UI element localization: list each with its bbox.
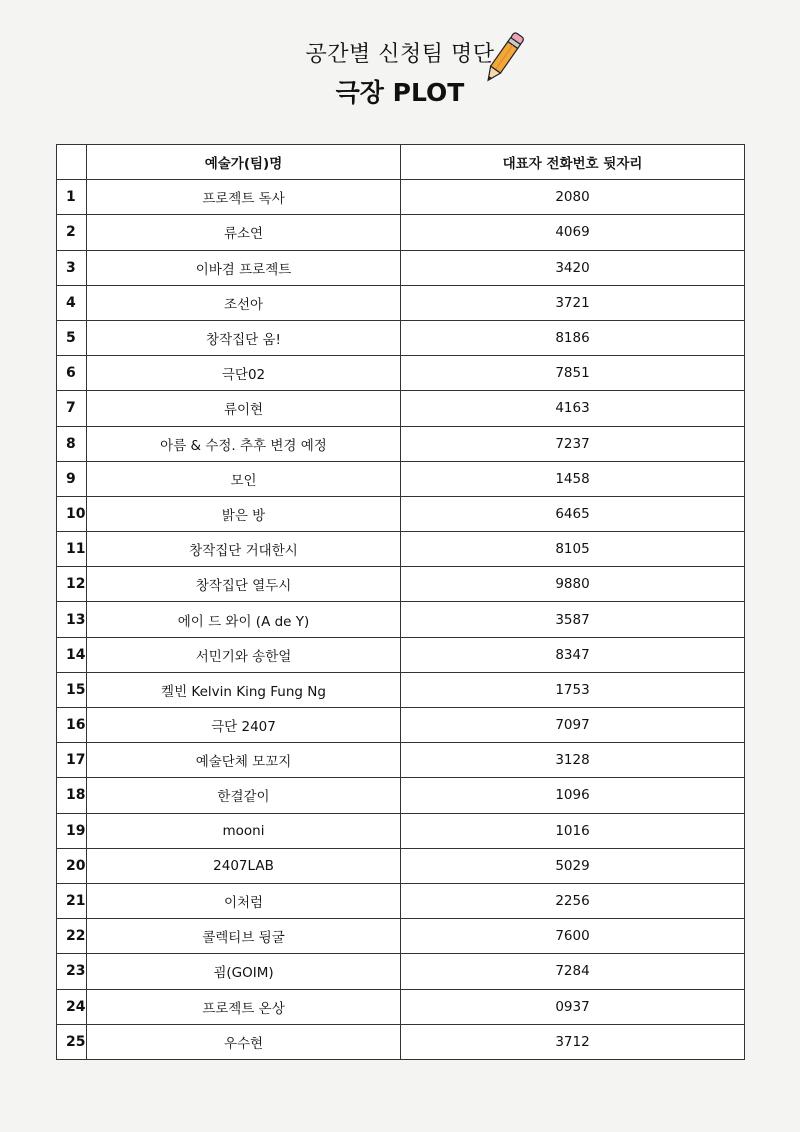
phone-suffix: 7237 [401, 426, 745, 461]
phone-suffix: 8347 [401, 637, 745, 672]
title-line-1: 공간별 신청팀 명단 [305, 42, 495, 67]
team-name: 프로젝트 독사 [87, 180, 401, 215]
table-row [57, 391, 745, 426]
phone-suffix: 1096 [401, 778, 745, 813]
table-row [57, 672, 745, 707]
table-row [57, 285, 745, 320]
phone-suffix: 4163 [401, 391, 745, 426]
table-row [57, 320, 745, 355]
phone-suffix: 9880 [401, 567, 745, 602]
phone-suffix: 4069 [401, 215, 745, 250]
table-row [57, 1024, 745, 1059]
phone-suffix: 3712 [401, 1024, 745, 1059]
table-row [57, 602, 745, 637]
row-number: 25 [57, 1024, 87, 1059]
team-name: 창작집단 움! [87, 320, 401, 355]
team-name: 창작집단 거대한시 [87, 532, 401, 567]
row-number: 23 [57, 954, 87, 989]
team-name: 우수현 [87, 1024, 401, 1059]
team-name: 창작집단 열두시 [87, 567, 401, 602]
table-row [57, 919, 745, 954]
team-name: 조선아 [87, 285, 401, 320]
row-number: 13 [57, 602, 87, 637]
phone-suffix: 1458 [401, 461, 745, 496]
table-row [57, 461, 745, 496]
team-name: 에이 드 와이 (A de Y) [87, 602, 401, 637]
phone-suffix: 2256 [401, 883, 745, 918]
phone-suffix: 0937 [401, 989, 745, 1024]
team-name: 류이현 [87, 391, 401, 426]
phone-suffix: 2080 [401, 180, 745, 215]
roster-table [56, 144, 745, 1060]
row-number: 20 [57, 848, 87, 883]
phone-suffix: 6465 [401, 496, 745, 531]
team-name: 류소연 [87, 215, 401, 250]
table-row [57, 813, 745, 848]
table-row [57, 180, 745, 215]
team-name: 굄(GOIM) [87, 954, 401, 989]
phone-suffix: 7284 [401, 954, 745, 989]
row-number: 7 [57, 391, 87, 426]
table-row [57, 778, 745, 813]
team-name: 이바겸 프로젝트 [87, 250, 401, 285]
team-name: mooni [87, 813, 401, 848]
table-body [57, 180, 745, 1060]
table-row [57, 356, 745, 391]
team-name: 프로젝트 온상 [87, 989, 401, 1024]
team-name: 극단 2407 [87, 708, 401, 743]
team-name: 예술단체 모꼬지 [87, 743, 401, 778]
row-number: 2 [57, 215, 87, 250]
team-name: 모인 [87, 461, 401, 496]
team-name: 서민기와 송한얼 [87, 637, 401, 672]
phone-suffix: 7600 [401, 919, 745, 954]
row-number: 11 [57, 532, 87, 567]
row-number: 22 [57, 919, 87, 954]
row-number: 15 [57, 672, 87, 707]
row-number: 18 [57, 778, 87, 813]
phone-suffix: 1753 [401, 672, 745, 707]
table-row [57, 708, 745, 743]
team-name: 2407LAB [87, 848, 401, 883]
table-row [57, 215, 745, 250]
page-title [0, 40, 800, 110]
table-row [57, 743, 745, 778]
header-number [57, 145, 87, 180]
table-row [57, 426, 745, 461]
row-number: 12 [57, 567, 87, 602]
team-name: 한결같이 [87, 778, 401, 813]
team-name: 콜렉티브 뒹굴 [87, 919, 401, 954]
phone-suffix: 3587 [401, 602, 745, 637]
phone-suffix: 8105 [401, 532, 745, 567]
phone-suffix: 1016 [401, 813, 745, 848]
row-number: 1 [57, 180, 87, 215]
row-number: 3 [57, 250, 87, 285]
table-row [57, 567, 745, 602]
pencil-icon [478, 28, 528, 90]
phone-suffix: 3420 [401, 250, 745, 285]
team-name: 밝은 방 [87, 496, 401, 531]
table-row [57, 250, 745, 285]
header-name: 예술가(팀)명 [87, 145, 401, 180]
row-number: 24 [57, 989, 87, 1024]
phone-suffix: 3128 [401, 743, 745, 778]
row-number: 9 [57, 461, 87, 496]
row-number: 17 [57, 743, 87, 778]
row-number: 8 [57, 426, 87, 461]
phone-suffix: 7851 [401, 356, 745, 391]
title-line-2: 극장 PLOT [335, 78, 465, 107]
phone-suffix: 8186 [401, 320, 745, 355]
team-name: 아름 & 수정. 추후 변경 예정 [87, 426, 401, 461]
team-name: 극단02 [87, 356, 401, 391]
table-row [57, 637, 745, 672]
row-number: 10 [57, 496, 87, 531]
header-phone: 대표자 전화번호 뒷자리 [401, 145, 745, 180]
table-row [57, 954, 745, 989]
row-number: 4 [57, 285, 87, 320]
row-number: 5 [57, 320, 87, 355]
team-name: 이처럼 [87, 883, 401, 918]
row-number: 14 [57, 637, 87, 672]
table-row [57, 989, 745, 1024]
table-row [57, 883, 745, 918]
row-number: 6 [57, 356, 87, 391]
phone-suffix: 3721 [401, 285, 745, 320]
table-row [57, 848, 745, 883]
row-number: 16 [57, 708, 87, 743]
row-number: 19 [57, 813, 87, 848]
table-row [57, 532, 745, 567]
table-header-row [57, 145, 745, 180]
phone-suffix: 5029 [401, 848, 745, 883]
phone-suffix: 7097 [401, 708, 745, 743]
row-number: 21 [57, 883, 87, 918]
table-row [57, 496, 745, 531]
team-name: 켈빈 Kelvin King Fung Ng [87, 672, 401, 707]
